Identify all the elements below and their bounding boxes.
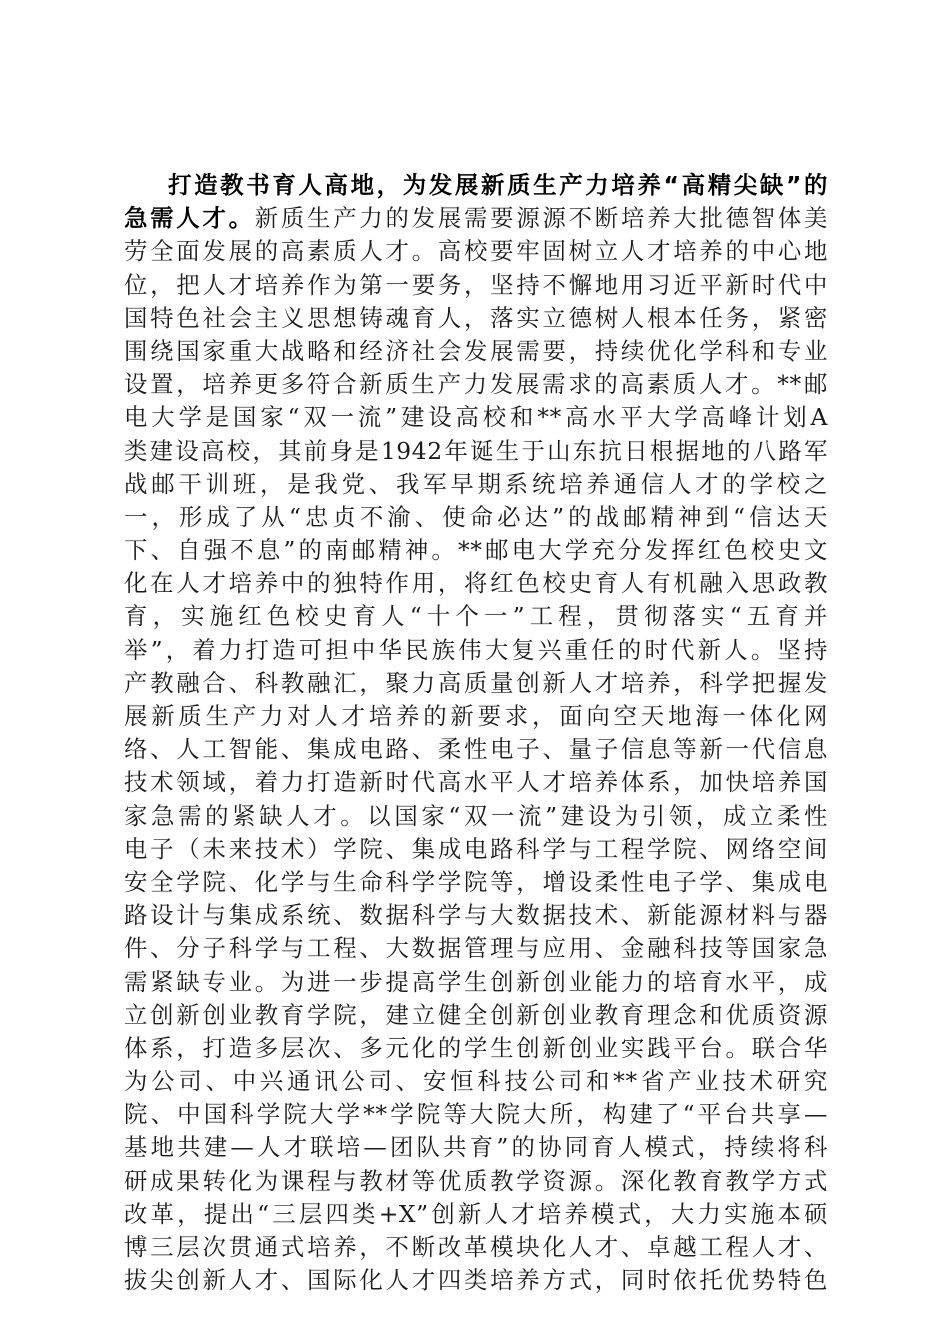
text-line (124, 800, 828, 833)
body-text: 改革，提出“三层四类+X”创新人才培养模式，大力实施本硕 (124, 1199, 828, 1228)
body-text: 产教融合、科教融汇，聚力高质量创新人才培养，科学把握发 (124, 668, 828, 697)
body-text: 研成果转化为课程与教材等优质教学资源。深化教育教学方式 (124, 1166, 828, 1195)
text-line (124, 766, 828, 799)
body-text: 位，把人才培养作为第一要务，坚持不懈地用习近平新时代中 (124, 270, 828, 299)
body-text: 国特色社会主义思想铸魂育人，落实立德树人根本任务，紧密 (124, 303, 828, 332)
text-line (124, 1032, 828, 1065)
text-line (124, 501, 828, 534)
text-line (124, 932, 828, 965)
body-text: 一，形成了从“忠贞不渝、使命必达”的战邮精神到“信达天 (124, 502, 828, 531)
body-text: 件、分子科学与工程、大数据管理与应用、金融科技等国家急 (124, 934, 828, 963)
body-text: 拔尖创新人才、国际化人才四类培养方式，同时依托优势特色 (124, 1266, 828, 1295)
body-text: 体系，打造多层次、多元化的学生创新创业实践平台。联合华 (124, 1033, 828, 1062)
text-line (124, 1098, 828, 1131)
body-text: 劳全面发展的高素质人才。高校要牢固树立人才培养的中心地 (124, 237, 828, 266)
text-line (124, 999, 828, 1032)
text-line (124, 202, 828, 235)
body-text: 下、自强不息”的南邮精神。**邮电大学充分发挥红色校史文 (124, 536, 828, 565)
body-text: 为公司、中兴通讯公司、安恒科技公司和**省产业技术研究 (124, 1067, 828, 1096)
text-line (124, 833, 828, 866)
body-text: 需紧缺专业。为进一步提高学生创新创业能力的培育水平，成 (124, 967, 828, 996)
body-text: 路设计与集成系统、数据科学与大数据技术、新能源材料与器 (124, 901, 828, 930)
text-line (124, 401, 828, 434)
body-text: 围绕国家重大战略和经济社会发展需要，持续优化学科和专业 (124, 336, 828, 365)
body-text: 新质生产力的发展需要源源不断培养大批德智体美 (254, 204, 828, 233)
body-text: 电子（未来技术）学院、集成电路科学与工程学院、网络空间 (124, 834, 828, 863)
body-text: 化在人才培养中的独特作用，将红色校史育人有机融入思政教 (124, 569, 828, 598)
body-text: 电大学是国家“双一流”建设高校和**高水平大学高峰计划A (124, 403, 828, 432)
body-text: 基地共建—人才联培—团队共育”的协同育人模式，持续将科 (124, 1133, 828, 1162)
body-text: 育，实施红色校史育人“十个一”工程，贯彻落实“五育并 (124, 602, 828, 631)
body-text: 立创新创业教育学院，建立健全创新创业教育理念和优质资源 (124, 1000, 828, 1029)
text-line (124, 634, 828, 667)
text-line (124, 169, 828, 202)
body-text: 安全学院、化学与生命科学学院等，增设柔性电子学、集成电 (124, 867, 828, 896)
body-text: 技术领域，着力打造新时代高水平人才培养体系，加快培养国 (124, 768, 828, 797)
text-line (124, 1231, 828, 1264)
body-text: 举”，着力打造可担中华民族伟大复兴重任的时代新人。坚持 (124, 635, 828, 664)
bold-heading-text: 急需人才。 (124, 204, 255, 233)
text-line (124, 1165, 828, 1198)
body-text: 类建设高校，其前身是1942年诞生于山东抗日根据地的八路军 (124, 436, 828, 465)
text-line (124, 600, 828, 633)
body-text: 博三层次贯通式培养，不断改革模块化人才、卓越工程人才、 (124, 1233, 828, 1261)
body-text: 战邮干训班，是我党、我军早期系统培养通信人才的学校之 (124, 469, 828, 498)
text-line (124, 468, 828, 501)
text-line (124, 899, 828, 932)
text-line (124, 235, 828, 268)
body-text: 院、中国科学院大学**学院等大院大所，构建了“平台共享— (124, 1100, 828, 1129)
text-line (124, 567, 828, 600)
text-line (124, 1131, 828, 1164)
text-line (124, 700, 828, 733)
text-line (124, 335, 828, 368)
text-line (124, 269, 828, 302)
body-paragraph (124, 169, 828, 1297)
text-line (124, 368, 828, 401)
body-text: 络、人工智能、集成电路、柔性电子、量子信息等新一代信息 (124, 735, 828, 764)
text-line (124, 866, 828, 899)
body-text: 设置，培养更多符合新质生产力发展需求的高素质人才。**邮 (124, 370, 828, 399)
text-line (124, 302, 828, 335)
text-line (124, 1264, 828, 1297)
text-line (124, 1198, 828, 1231)
body-text: 展新质生产力对人才培养的新要求，面向空天地海一体化网 (124, 702, 828, 730)
text-line (124, 667, 828, 700)
text-line (124, 733, 828, 766)
text-line (124, 1065, 828, 1098)
text-line (124, 435, 828, 468)
body-text: 家急需的紧缺人才。以国家“双一流”建设为引领，成立柔性 (124, 801, 828, 830)
text-line (124, 966, 828, 999)
text-line (124, 534, 828, 567)
bold-heading-text: 打造教书育人高地，为发展新质生产力培养“高精尖缺”的 (168, 171, 828, 199)
